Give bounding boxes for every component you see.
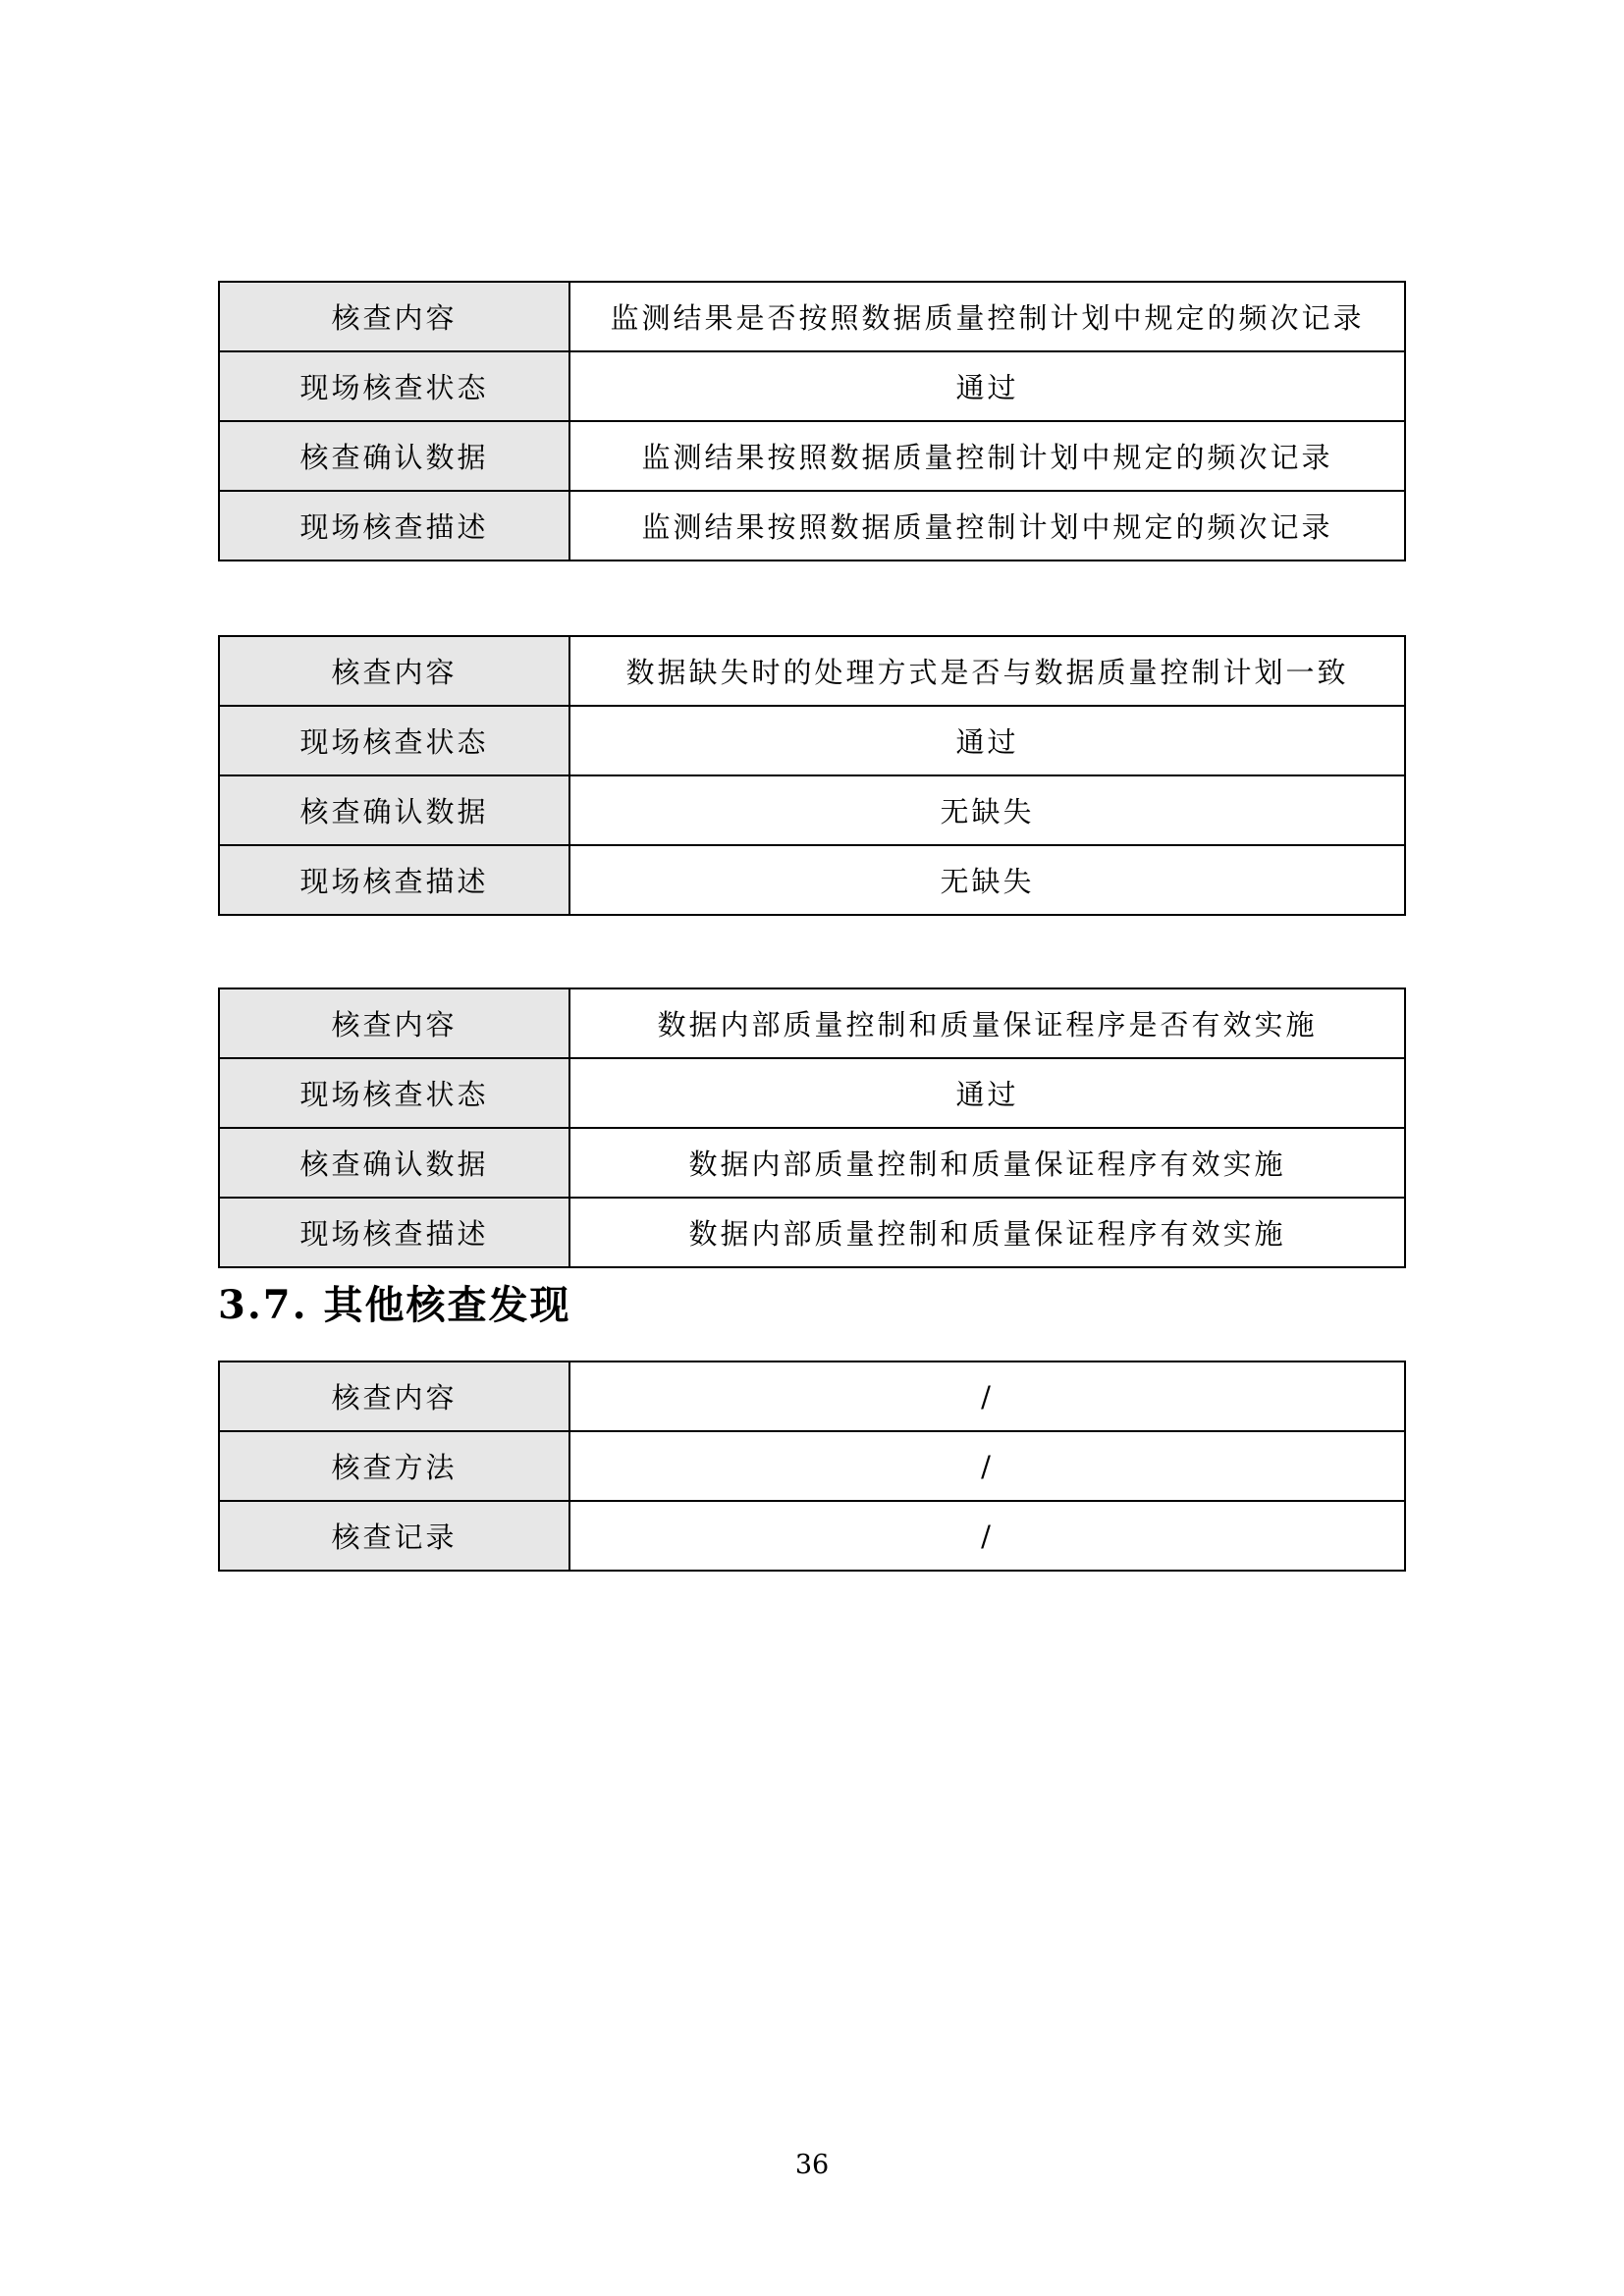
- table-row: [219, 706, 1405, 775]
- row-label: 现场核查描述: [219, 845, 569, 915]
- table-row: [219, 1058, 1405, 1128]
- table-row: [219, 491, 1405, 561]
- row-label: 核查内容: [219, 988, 569, 1058]
- row-value: 数据缺失时的处理方式是否与数据质量控制计划一致: [569, 636, 1405, 706]
- table-row: [219, 1431, 1405, 1501]
- row-label: 核查内容: [219, 282, 569, 351]
- row-value: 通过: [569, 1058, 1405, 1128]
- table-row: [219, 988, 1405, 1058]
- row-label: 现场核查描述: [219, 1198, 569, 1267]
- table-row: [219, 636, 1405, 706]
- row-label: 核查确认数据: [219, 421, 569, 491]
- page-number: 36: [794, 2150, 830, 2180]
- table-row: [219, 351, 1405, 421]
- table-row: [219, 775, 1405, 845]
- row-value: 监测结果按照数据质量控制计划中规定的频次记录: [569, 421, 1405, 491]
- section-heading: 3.7. 其他核查发现: [218, 1282, 571, 1328]
- row-value: 无缺失: [569, 775, 1405, 845]
- table-row: [219, 1501, 1405, 1571]
- check-table-other-findings: [218, 1361, 1406, 1572]
- row-label: 现场核查描述: [219, 491, 569, 561]
- table-row: [219, 1198, 1405, 1267]
- row-value: 数据内部质量控制和质量保证程序是否有效实施: [569, 988, 1405, 1058]
- row-value: 数据内部质量控制和质量保证程序有效实施: [569, 1198, 1405, 1267]
- row-value: 通过: [569, 351, 1405, 421]
- row-label: 现场核查状态: [219, 706, 569, 775]
- row-label: 现场核查状态: [219, 351, 569, 421]
- row-value: 监测结果按照数据质量控制计划中规定的频次记录: [569, 491, 1405, 561]
- row-label: 核查内容: [219, 1362, 569, 1431]
- row-value: 无缺失: [569, 845, 1405, 915]
- table-row: [219, 1128, 1405, 1198]
- table-row: [219, 282, 1405, 351]
- row-label: 核查确认数据: [219, 1128, 569, 1198]
- row-value: /: [569, 1362, 1405, 1431]
- check-table-missing-data: [218, 635, 1406, 916]
- row-label: 现场核查状态: [219, 1058, 569, 1128]
- table-row: [219, 1362, 1405, 1431]
- row-label: 核查确认数据: [219, 775, 569, 845]
- table-row: [219, 421, 1405, 491]
- row-value: 通过: [569, 706, 1405, 775]
- row-value: /: [569, 1431, 1405, 1501]
- table-row: [219, 845, 1405, 915]
- check-table-quality-assurance: [218, 988, 1406, 1268]
- row-value: 数据内部质量控制和质量保证程序有效实施: [569, 1128, 1405, 1198]
- check-table-monitoring-frequency: [218, 281, 1406, 561]
- row-value: 监测结果是否按照数据质量控制计划中规定的频次记录: [569, 282, 1405, 351]
- row-label: 核查方法: [219, 1431, 569, 1501]
- row-label: 核查记录: [219, 1501, 569, 1571]
- row-value: /: [569, 1501, 1405, 1571]
- row-label: 核查内容: [219, 636, 569, 706]
